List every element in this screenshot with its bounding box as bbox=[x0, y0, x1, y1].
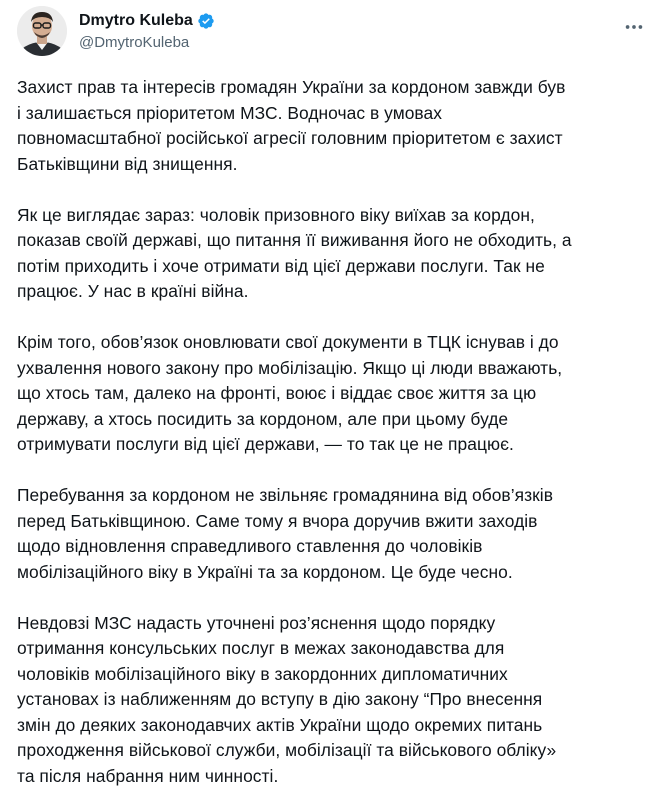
display-name-row bbox=[79, 10, 215, 32]
display-name[interactable]: Dmytro Kuleba bbox=[79, 12, 193, 29]
tweet-paragraph: Як це виглядає зараз: чоловік призовного віку виїхав за кордон, показав своїй державі, що питання її виживання його не обходить, а потім приходить і хоче отримати від цієї держави послуги. Так не працює. У нас в країні війна. bbox=[17, 204, 572, 301]
tweet-paragraph: Невдовзі МЗС надасть уточнені роз’яснення щодо порядку отримання консульських послуг в межах законодавства для чоловіків мобілізаційного віку в закордонних дипломатичних установах із наближенням до вступу в дію закону “Про внесення змін до деяких законодавчих актів України щодо окремих питань проходження військової служби, мобілізації та військового обліку» та після набрання ним чинності. bbox=[17, 612, 557, 786]
tweet-paragraph: Перебування за кордоном не звільняє громадянина від обов’язків перед Батьківщиною. Саме тому я вчора доручив вжити заходів щодо відновлення справедливого ставлення до чоловіків мобілізаційного віку в Україні та за кордоном. Це буде чесно. bbox=[17, 485, 553, 582]
tweet-paragraph: Захист прав та інтересів громадян України за кордоном завжди був і залишається пріоритетом МЗС. Водночас в умовах повномасштабної російської агресії головним пріоритетом є захист Батьківщини від знищення. bbox=[17, 77, 566, 174]
avatar[interactable] bbox=[17, 6, 67, 56]
tweet-header bbox=[17, 6, 647, 58]
verified-badge-icon bbox=[197, 12, 215, 30]
handle[interactable]: @DmytroKuleba bbox=[79, 34, 190, 51]
avatar-image bbox=[17, 6, 67, 56]
more-horizontal-icon[interactable] bbox=[623, 16, 645, 38]
author-names bbox=[79, 10, 215, 51]
tweet-paragraph: Крім того, обов’язок оновлювати свої документи в ТЦК існував і до ухвалення нового закону про мобілізацію. Якщо ці люди вважають, що хтось там, далеко на фронті, воює і віддає своє життя за цю державу, а хтось посидить за кордоном, але при цьому буде отримувати послуги від цієї держави, — то так це не працює. bbox=[17, 332, 563, 454]
tweet-text bbox=[17, 75, 653, 789]
